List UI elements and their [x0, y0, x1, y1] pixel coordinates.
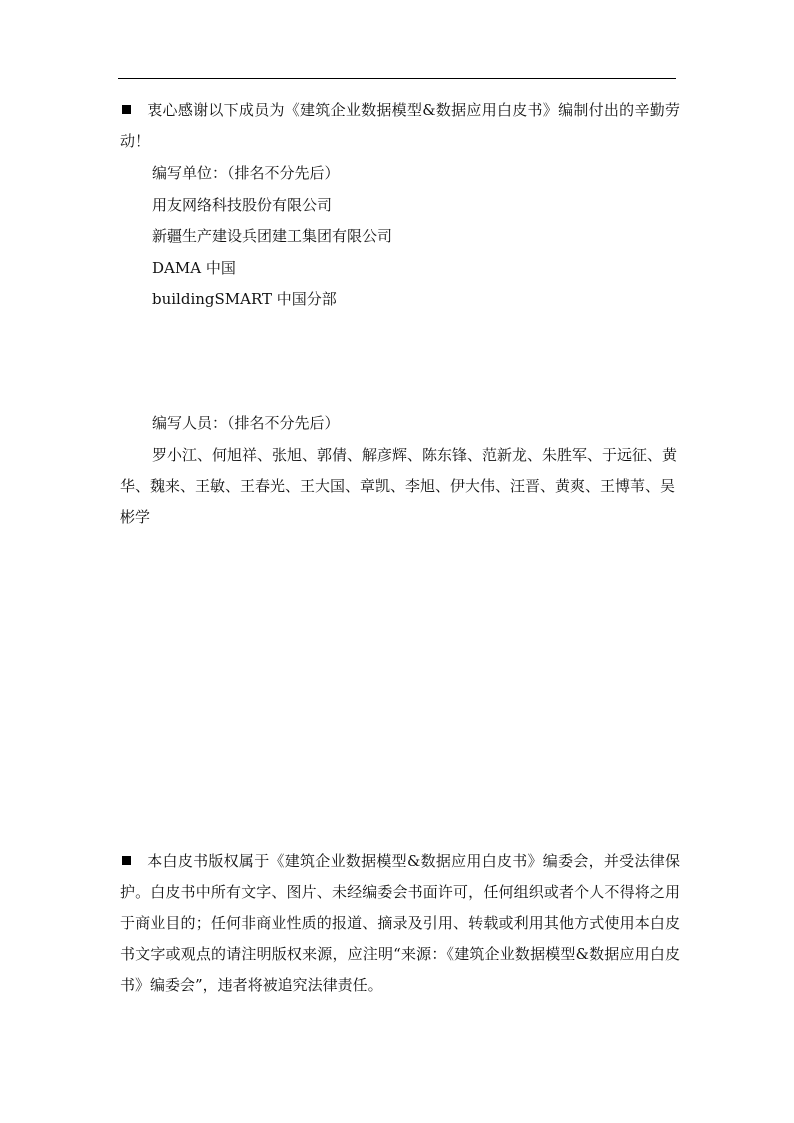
header-rule [118, 78, 676, 79]
unit-item: 新疆生产建设兵团建工集团有限公司 [152, 227, 393, 245]
unit-item: 用友网络科技股份有限公司 [152, 196, 333, 214]
unit-item: DAMA 中国 [152, 259, 236, 277]
people-list: 罗小江、何旭祥、张旭、郭倩、解彦辉、陈东锋、范新龙、朱胜军、于远征、黄华、魏来、王敏、王春光、王大国、章凯、李旭、伊大伟、汪晋、黄爽、王博苇、吴彬学 [120, 446, 678, 526]
units-heading: 编写单位：（排名不分先后） [152, 164, 340, 182]
square-bullet-icon [122, 105, 131, 114]
acknowledgement-intro: 衷心感谢以下成员为《建筑企业数据模型&数据应用白皮书》编制付出的辛勤劳动！ [120, 101, 680, 150]
people-heading: 编写人员：（排名不分先后） [152, 414, 340, 432]
unit-item: buildingSMART 中国分部 [152, 290, 337, 308]
copyright-text: 本白皮书版权属于《建筑企业数据模型&数据应用白皮书》编委会，并受法律保护。白皮书中所有文字、图片、未经编委会书面许可，任何组织或者个人不得将之用于商业目的；任何非商业性质的报道、摘录及引用、转载或利用其他方式使用本白皮书文字或观点的请注明版权来源，应注明“来源：《建筑企业数据模型&数据应用白皮书》编委会”，违者将被追究法律责任。 [120, 852, 680, 994]
copyright-paragraph [120, 846, 680, 1001]
square-bullet-icon [122, 856, 131, 865]
acknowledgement-paragraph [120, 95, 680, 157]
